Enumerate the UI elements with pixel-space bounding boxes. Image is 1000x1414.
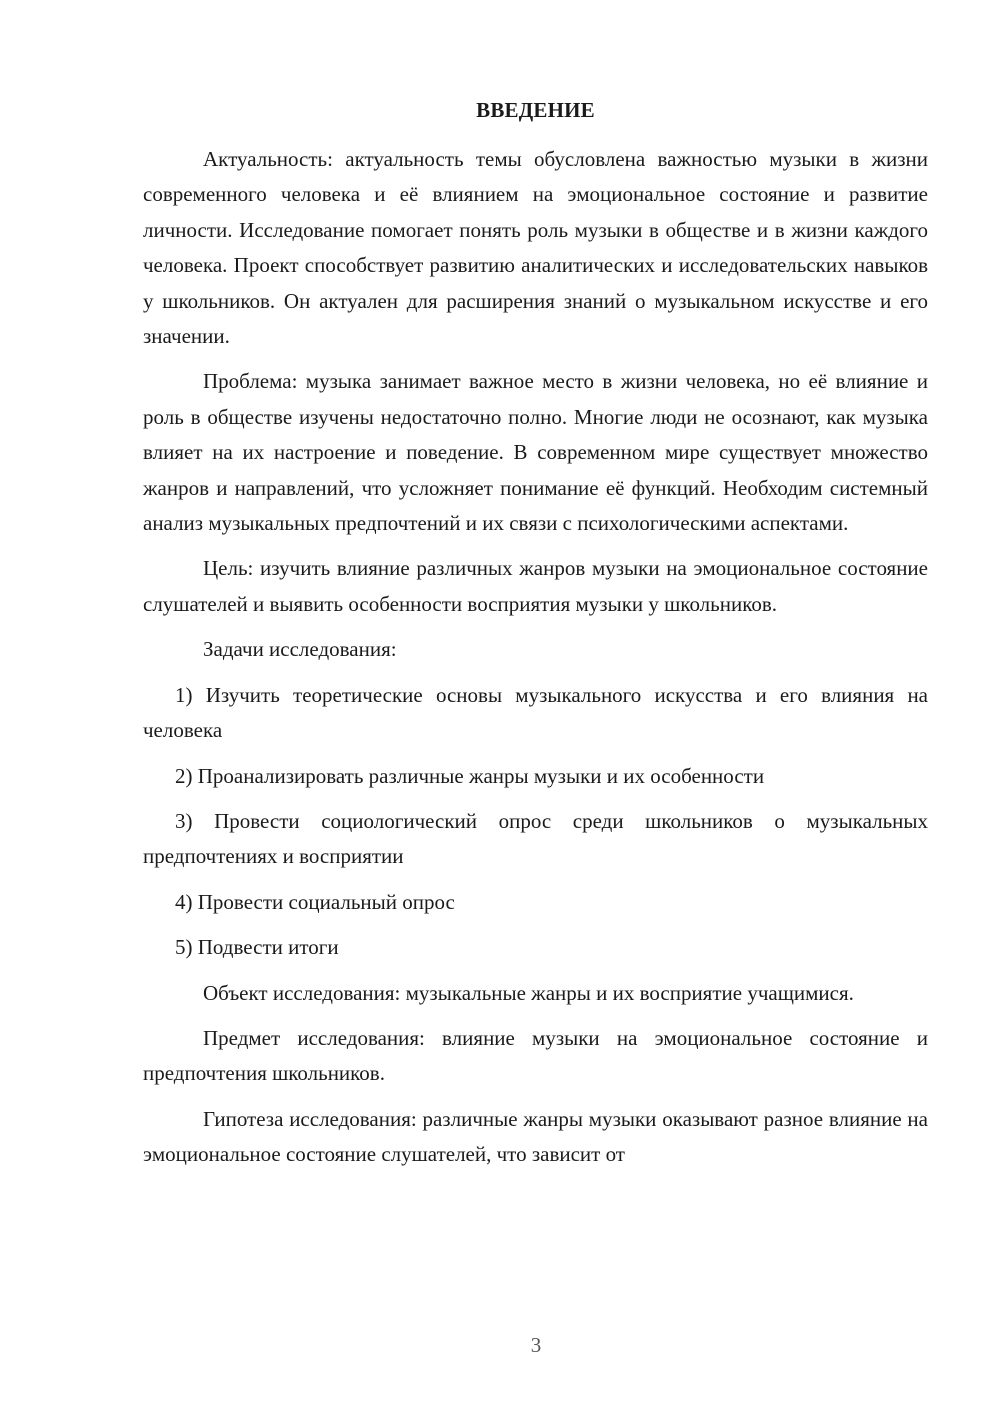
subject-paragraph: Предмет исследования: влияние музыки на эмоциональное состояние и предпочтения школьников. [143,1025,928,1086]
relevance-paragraph: Актуальность: актуальность темы обусловлена важностью музыки в жизни современного человека и её влиянием на эмоциональное состояние и развитие личности. Исследование помогает понять роль музыки в обществе и в жизни каждого человека. Проект способствует развитию аналитических и исследовательских навыков у школьников. Он актуален для расширения знаний о музыкальном искусстве и его значении. [143,147,928,349]
task-item-5: 5) Подвести итоги [175,935,339,960]
page-number: 3 [530,1333,542,1357]
object-paragraph: Объект исследования: музыкальные жанры и их восприятие учащимися. [203,980,854,1005]
goal-paragraph: Цель: изучить влияние различных жанров музыки на эмоциональное состояние слушателей и выявить особенности восприятия музыки у школьников. [143,556,928,616]
task-item-1: 1) Изучить теоретические основы музыкального искусства и его влияния на человека [143,682,928,743]
task-item-3: 3) Провести социологический опрос среди школьников о музыкальных предпочтениях и восприятии [143,808,928,869]
hypothesis-paragraph: Гипотеза исследования: различные жанры музыки оказывают разное влияние на эмоциональное состояние слушателей, что зависит от [143,1106,928,1167]
task-item-2: 2) Проанализировать различные жанры музыки и их особенности [175,763,765,788]
page-title: ВВЕДЕНИЕ [476,98,595,122]
tasks-heading: Задачи исследования: [203,637,397,662]
problem-paragraph: Проблема: музыка занимает важное место в жизни человека, но её влияние и роль в обществе изучены недостаточно полно. Многие люди не осознают, как музыка влияет на их настроение и поведение. В современном мире существует множество жанров и направлений, что усложняет понимание её функций. Необходим системный анализ музыкальных предпочтений и их связи с психологическими аспектами. [143,369,928,536]
page-content [143,92,928,1183]
task-item-4: 4) Провести социальный опрос [175,889,455,914]
